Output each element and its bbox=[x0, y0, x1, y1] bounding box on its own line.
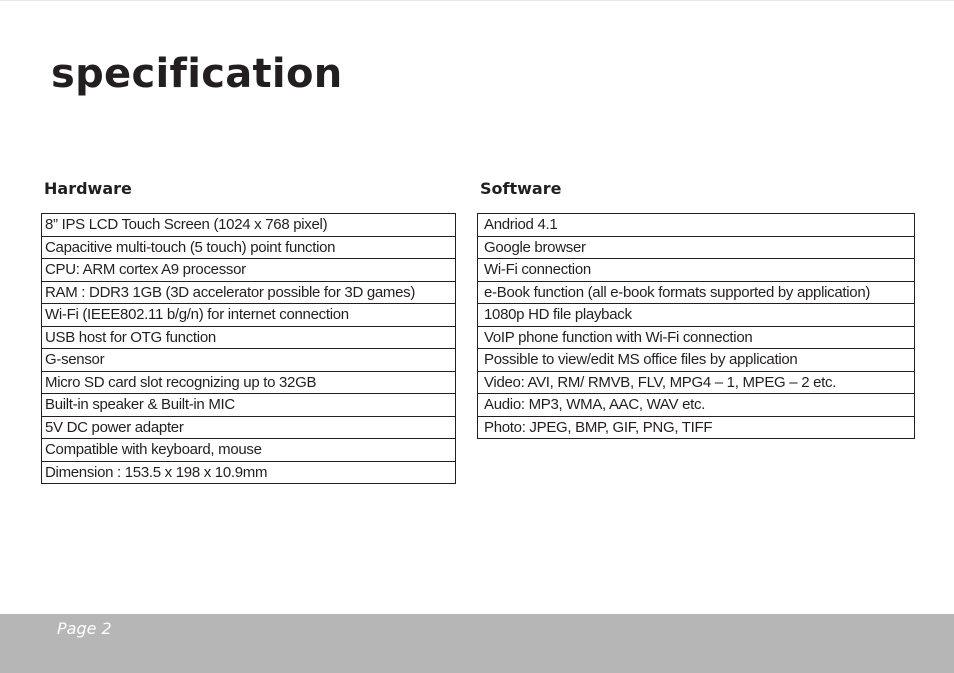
hardware-spec-item: Capacitive multi-touch (5 touch) point function bbox=[42, 236, 456, 259]
page-title: specification bbox=[51, 51, 343, 97]
software-spec-item: Google browser bbox=[478, 236, 915, 259]
hardware-spec-item: G-sensor bbox=[42, 349, 456, 372]
table-row bbox=[478, 259, 915, 282]
top-divider bbox=[0, 0, 954, 1]
hardware-spec-item: 8” IPS LCD Touch Screen (1024 x 768 pixel) bbox=[42, 214, 456, 237]
hardware-spec-item: Micro SD card slot recognizing up to 32GB bbox=[42, 371, 456, 394]
hardware-spec-item: Wi-Fi (IEEE802.11 b/g/n) for internet connection bbox=[42, 304, 456, 327]
table-row bbox=[42, 326, 456, 349]
software-spec-item: VoIP phone function with Wi-Fi connection bbox=[478, 326, 915, 349]
hardware-spec-item: USB host for OTG function bbox=[42, 326, 456, 349]
table-row bbox=[478, 371, 915, 394]
table-row bbox=[42, 236, 456, 259]
table-row bbox=[42, 461, 456, 484]
table-row bbox=[42, 371, 456, 394]
table-row bbox=[42, 281, 456, 304]
table-row bbox=[478, 281, 915, 304]
table-row bbox=[42, 439, 456, 462]
software-section bbox=[477, 178, 915, 439]
hardware-spec-item: CPU: ARM cortex A9 processor bbox=[42, 259, 456, 282]
hardware-spec-item: RAM : DDR3 1GB (3D accelerator possible for 3D games) bbox=[42, 281, 456, 304]
software-spec-item: Photo: JPEG, BMP, GIF, PNG, TIFF bbox=[478, 416, 915, 439]
hardware-spec-table bbox=[41, 213, 456, 484]
hardware-spec-item: Built-in speaker & Built-in MIC bbox=[42, 394, 456, 417]
software-spec-item: 1080p HD file playback bbox=[478, 304, 915, 327]
hardware-section bbox=[41, 178, 456, 484]
table-row bbox=[42, 214, 456, 237]
hardware-heading: Hardware bbox=[44, 179, 132, 198]
page-number: Page 2 bbox=[57, 619, 112, 638]
table-row bbox=[478, 304, 915, 327]
software-spec-item: Audio: MP3, WMA, AAC, WAV etc. bbox=[478, 394, 915, 417]
hardware-spec-item: Compatible with keyboard, mouse bbox=[42, 439, 456, 462]
hardware-spec-item: 5V DC power adapter bbox=[42, 416, 456, 439]
software-spec-item: Video: AVI, RM/ RMVB, FLV, MPG4 – 1, MPEG – 2 etc. bbox=[478, 371, 915, 394]
software-spec-item: e-Book function (all e-book formats supported by application) bbox=[478, 281, 915, 304]
table-row bbox=[42, 304, 456, 327]
table-row bbox=[478, 214, 915, 237]
software-spec-table bbox=[477, 213, 915, 439]
table-row bbox=[478, 236, 915, 259]
table-row bbox=[478, 416, 915, 439]
table-row bbox=[42, 416, 456, 439]
software-spec-item: Andriod 4.1 bbox=[478, 214, 915, 237]
hardware-spec-item: Dimension : 153.5 x 198 x 10.9mm bbox=[42, 461, 456, 484]
table-row bbox=[42, 349, 456, 372]
table-row bbox=[42, 394, 456, 417]
software-spec-item: Possible to view/edit MS office files by application bbox=[478, 349, 915, 372]
footer-bar bbox=[0, 614, 954, 673]
table-row bbox=[42, 259, 456, 282]
software-spec-item: Wi-Fi connection bbox=[478, 259, 915, 282]
table-row bbox=[478, 349, 915, 372]
table-row bbox=[478, 394, 915, 417]
table-row bbox=[478, 326, 915, 349]
software-heading: Software bbox=[480, 179, 562, 198]
